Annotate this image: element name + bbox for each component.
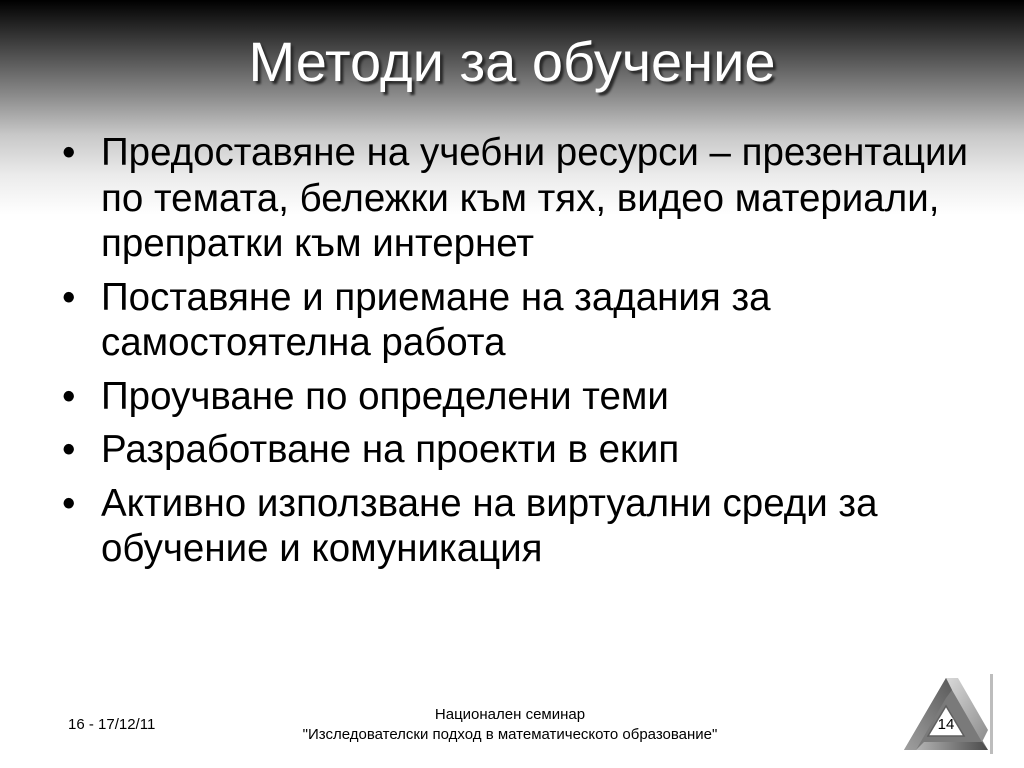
bullet-icon: • [62,374,76,418]
footer-seminar-title [255,705,765,745]
bullet-text: Разработване на проекти в екип [101,428,680,471]
bullet-text: Активно използване на виртуални среди за обучение и комуникация [101,481,878,570]
slide-title: Методи за обучение [248,30,776,93]
seminar-name: Национален семинар [434,706,586,723]
footer-date: 16 - 17/12/11 [68,716,156,733]
slide-number: 14 [937,716,955,733]
bullet-text: Проучване по определени теми [101,374,669,418]
seminar-subtitle: "Изследователски подход в математическото образование" [302,726,718,743]
list-item [62,481,982,572]
bullet-text: Предоставяне на учебни ресурси – презентации по темата, бележки към тях, видео материали, препратки към интернет [101,131,969,265]
bullet-icon: • [62,428,76,471]
bullet-icon: • [62,131,76,174]
list-item [62,427,982,473]
bullet-text: Поставяне и приемане на задания за самостоятелна работа [101,275,771,364]
list-item [62,374,982,420]
impossible-triangle-logo-icon [900,672,996,756]
bullet-icon: • [62,481,76,525]
bullet-icon: • [62,275,76,319]
list-item [62,275,982,366]
list-item [62,130,982,267]
bullet-list [62,130,982,580]
